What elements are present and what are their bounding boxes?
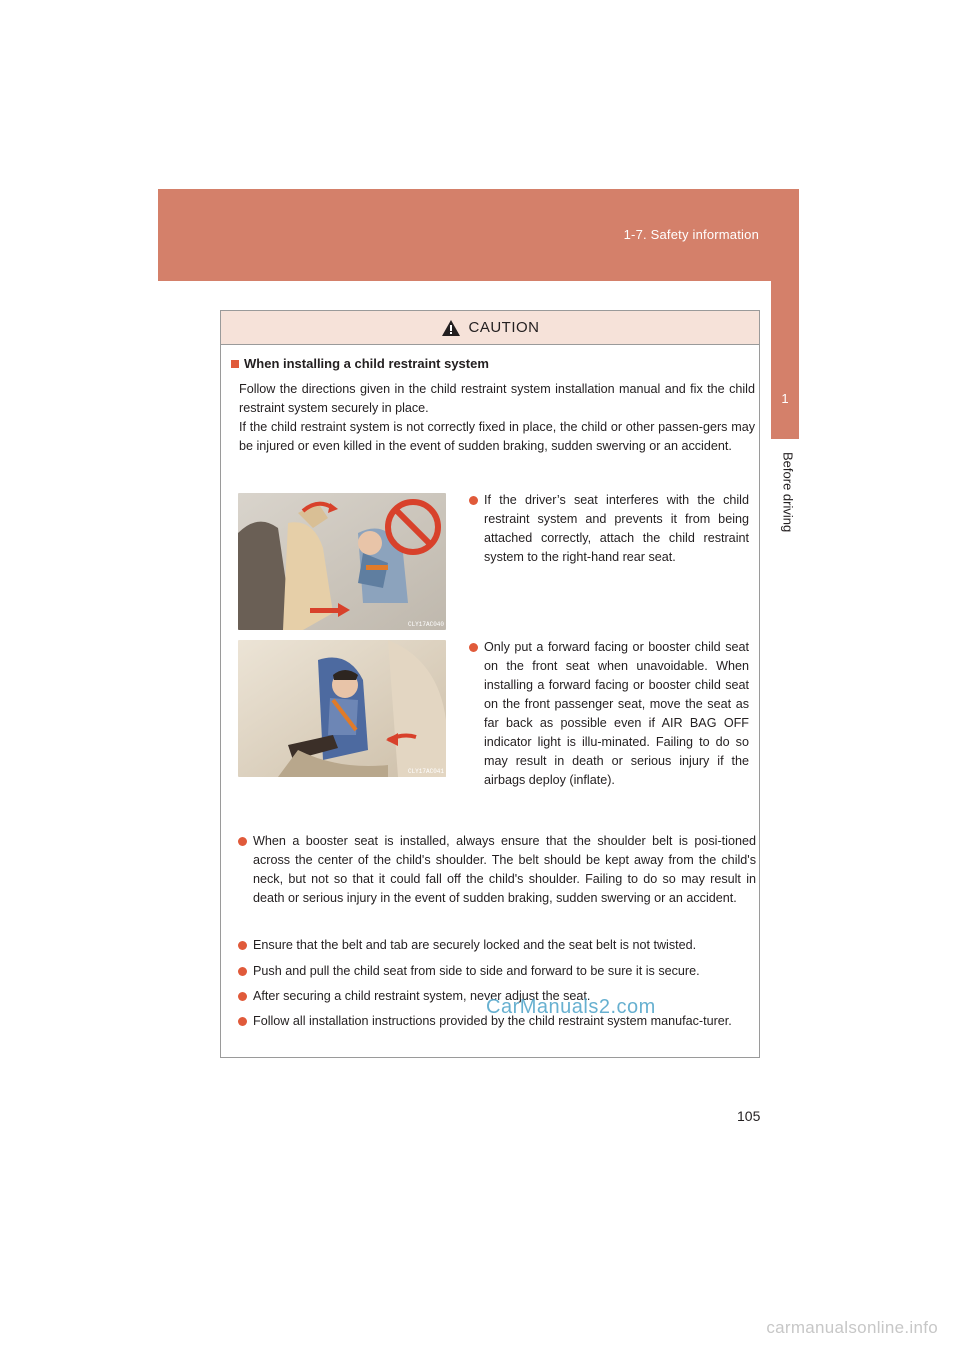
bullet-dot-icon [469,643,478,652]
list-item-text: If the driver’s seat interferes with the child restraint system and prevents it from being attached correctly, attach the child restraint system to the right-hand rear seat. [484,493,749,564]
bullet-dot-icon [238,941,247,950]
image-code: CLY17AC040 [407,621,444,628]
bullet-dot-icon [238,1017,247,1026]
square-bullet-icon [231,360,239,368]
warning-triangle-icon [441,319,461,337]
list-item [238,832,756,908]
list-item-text: Push and pull the child seat from side to side and forward to be sure it is secure. [253,964,700,978]
page-number: 105 [737,1108,761,1124]
booster-seat-illustration [238,640,446,777]
bullet-dot-icon [238,992,247,1001]
caution-title: CAUTION [468,319,540,336]
image-code: CLY17AC041 [407,768,444,775]
list-item-image1 [469,491,749,567]
list-item-text: When a booster seat is installed, always ensure that the shoulder belt is posi-tioned across the center of the child's shoulder. The belt should be kept away from the child's neck, but not so that it could fall off the child's shoulder. Failing to do so may result in death or serious injury in the event of sudden braking, sudden swerving or an accident. [253,834,756,905]
watermark-carmanualsonline: carmanualsonline.info [766,1318,938,1337]
list-item [238,936,756,955]
list-item-text: Ensure that the belt and tab are securely locked and the seat belt is not twisted. [253,938,697,952]
bullet-dot-icon [469,496,478,505]
chapter-label-text: Before driving [780,452,796,533]
seat-interference-illustration [238,493,446,630]
list-item-text: Only put a forward facing or booster child seat on the front seat when unavoidable. When installing a forward facing or booster child seat on the front passenger seat, move the seat as far back as possible even if AIR BAG OFF indicator light is illu-minated. Failing to do so may result in death or serious injury if the airbags deploy (inflate). [484,640,749,787]
chapter-label [771,452,799,552]
warning-paragraph: If the child restraint system is not correctly fixed in place, the child or other passen-gers may be injured or even killed in the event of sudden braking, sudden swerving or an accident. [239,420,755,453]
illustration-driver-seat-interference [238,493,446,630]
caution-header [221,311,759,345]
chapter-tab [771,281,799,439]
caution-box [220,310,760,1058]
list-item-text: Follow all installation instructions provided by the child restraint system manufac-turer. [253,1014,732,1028]
list-item-image2 [469,638,749,790]
bullet-dot-icon [238,967,247,976]
watermark-carmanuals2: CarManuals2.com [486,996,656,1018]
list-item [238,962,756,981]
illustration-booster-seat-front [238,640,446,777]
caution-subheading [231,356,489,371]
subheading-text: When installing a child restraint system [244,356,489,371]
header-band [158,189,799,281]
instruction-paragraph: Follow the directions given in the child restraint system installation manual and fix the child restraint system securely in place. [239,382,755,415]
bullet-dot-icon [238,837,247,846]
section-title: 1-7. Safety information [623,227,759,242]
chapter-number: 1 [781,391,789,406]
list-item-text: After securing a child restraint system, never adjust the seat. [253,989,591,1003]
